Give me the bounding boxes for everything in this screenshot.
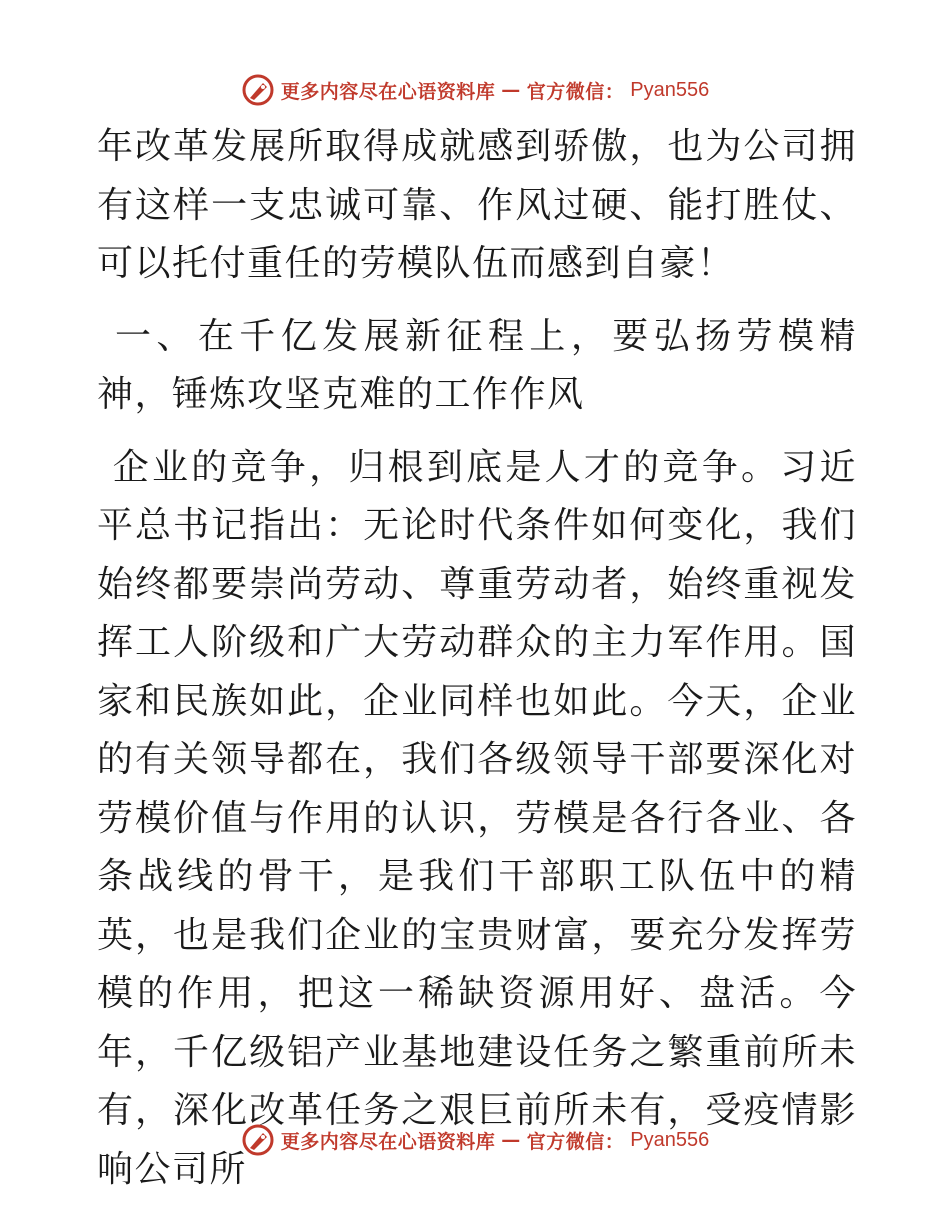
- watermark-handle: Pyan556: [630, 78, 710, 101]
- paragraph-continuation: 年改革发展所取得成就感到骄傲，也为公司拥有这样一支忠诚可靠、作风过硬、能打胜仗、可以托付重任的劳模队伍而感到自豪！: [97, 126, 857, 284]
- watermark-dash: —: [501, 79, 521, 101]
- watermark-dash: —: [501, 1129, 521, 1151]
- paragraph-body: [97, 439, 857, 1200]
- section-heading: [97, 308, 857, 425]
- header-watermark: [0, 70, 950, 110]
- footer-watermark: [0, 1120, 950, 1160]
- section-heading-text: 一、在千亿发展新征程上，要弘扬劳模精神，锤炼攻坚克难的工作作风: [97, 315, 857, 415]
- watermark-handle: Pyan556: [630, 1128, 710, 1151]
- document-body: [97, 118, 857, 1199]
- watermark-text: 更多内容尽在心语资料库: [280, 80, 496, 103]
- watermark-official: 官方微信：: [526, 1130, 625, 1153]
- watermark-official: 官方微信：: [526, 80, 625, 103]
- watermark-text: 更多内容尽在心语资料库: [280, 1130, 496, 1153]
- pen-nib-logo-icon: [241, 73, 275, 107]
- pen-nib-logo-icon: [241, 1123, 275, 1157]
- paragraph-body-text: 企业的竞争，归根到底是人才的竞争。习近平总书记指出：无论时代条件如何变化，我们始终都要崇尚劳动、尊重劳动者，始终重视发挥工人阶级和广大劳动群众的主力军作用。国家和民族如此，企业同样也如此。今天，企业的有关领导都在，我们各级领导干部要深化对劳模价值与作用的认识，劳模是各行各业、各条战线的骨干，是我们干部职工队伍中的精英，也是我们企业的宝贵财富，要充分发挥劳模的作用，把这一稀缺资源用好、盘活。今年，千亿级铝产业基地建设任务之繁重前所未有，深化改革任务之艰巨前所未有，受疫情影响公司所: [97, 446, 857, 1190]
